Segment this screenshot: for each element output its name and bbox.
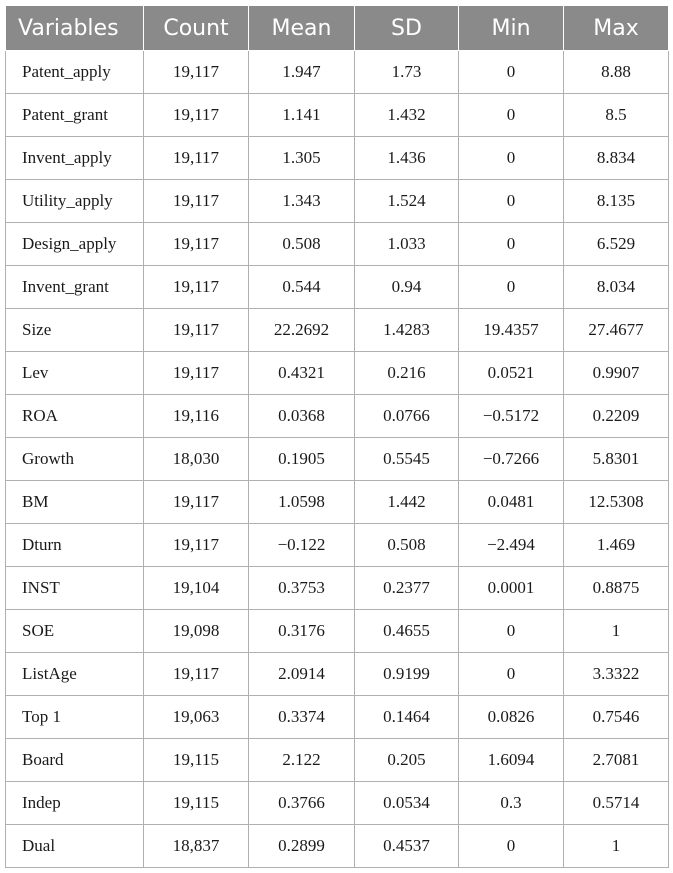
cell-variable: ROA bbox=[6, 395, 144, 438]
cell-max: 8.5 bbox=[564, 94, 669, 137]
table-row bbox=[6, 481, 669, 524]
cell-sd: 0.2377 bbox=[355, 567, 459, 610]
cell-min: −0.7266 bbox=[459, 438, 564, 481]
cell-mean: 0.0368 bbox=[249, 395, 355, 438]
cell-mean: 2.0914 bbox=[249, 653, 355, 696]
cell-variable: Board bbox=[6, 739, 144, 782]
cell-count: 19,117 bbox=[144, 266, 249, 309]
cell-mean: 1.947 bbox=[249, 51, 355, 94]
cell-min: −0.5172 bbox=[459, 395, 564, 438]
cell-min: 0 bbox=[459, 180, 564, 223]
cell-sd: 0.216 bbox=[355, 352, 459, 395]
cell-count: 19,117 bbox=[144, 309, 249, 352]
cell-count: 19,098 bbox=[144, 610, 249, 653]
cell-count: 19,104 bbox=[144, 567, 249, 610]
table-row bbox=[6, 653, 669, 696]
cell-min: 0 bbox=[459, 51, 564, 94]
table-body bbox=[6, 51, 669, 868]
cell-count: 19,117 bbox=[144, 524, 249, 567]
cell-count: 19,115 bbox=[144, 739, 249, 782]
cell-variable: Dual bbox=[6, 825, 144, 868]
cell-count: 19,117 bbox=[144, 481, 249, 524]
cell-min: 0.0826 bbox=[459, 696, 564, 739]
table-row bbox=[6, 782, 669, 825]
cell-count: 18,837 bbox=[144, 825, 249, 868]
cell-sd: 1.4283 bbox=[355, 309, 459, 352]
cell-min: 0 bbox=[459, 825, 564, 868]
cell-variable: Patent_apply bbox=[6, 51, 144, 94]
cell-variable: Size bbox=[6, 309, 144, 352]
cell-variable: Invent_apply bbox=[6, 137, 144, 180]
cell-sd: 0.9199 bbox=[355, 653, 459, 696]
cell-count: 19,117 bbox=[144, 653, 249, 696]
cell-min: 0 bbox=[459, 223, 564, 266]
cell-max: 0.5714 bbox=[564, 782, 669, 825]
cell-mean: 1.0598 bbox=[249, 481, 355, 524]
table-row bbox=[6, 610, 669, 653]
cell-count: 19,116 bbox=[144, 395, 249, 438]
header-min: Min bbox=[459, 6, 564, 51]
cell-mean: 2.122 bbox=[249, 739, 355, 782]
header-count: Count bbox=[144, 6, 249, 51]
cell-sd: 0.508 bbox=[355, 524, 459, 567]
cell-max: 8.135 bbox=[564, 180, 669, 223]
cell-min: 0 bbox=[459, 653, 564, 696]
cell-max: 5.8301 bbox=[564, 438, 669, 481]
cell-count: 19,117 bbox=[144, 352, 249, 395]
cell-min: −2.494 bbox=[459, 524, 564, 567]
cell-sd: 0.4655 bbox=[355, 610, 459, 653]
cell-count: 19,117 bbox=[144, 51, 249, 94]
cell-variable: Indep bbox=[6, 782, 144, 825]
cell-max: 6.529 bbox=[564, 223, 669, 266]
cell-sd: 1.033 bbox=[355, 223, 459, 266]
table-row bbox=[6, 739, 669, 782]
table-row bbox=[6, 180, 669, 223]
cell-variable: Top 1 bbox=[6, 696, 144, 739]
cell-mean: 0.4321 bbox=[249, 352, 355, 395]
header-row bbox=[6, 6, 669, 51]
cell-variable: Utility_apply bbox=[6, 180, 144, 223]
cell-min: 0.0521 bbox=[459, 352, 564, 395]
cell-sd: 0.5545 bbox=[355, 438, 459, 481]
cell-mean: 22.2692 bbox=[249, 309, 355, 352]
cell-variable: BM bbox=[6, 481, 144, 524]
header-variables: Variables bbox=[6, 6, 144, 51]
cell-max: 12.5308 bbox=[564, 481, 669, 524]
cell-mean: 1.305 bbox=[249, 137, 355, 180]
cell-max: 3.3322 bbox=[564, 653, 669, 696]
cell-sd: 1.524 bbox=[355, 180, 459, 223]
table-row bbox=[6, 825, 669, 868]
cell-count: 19,117 bbox=[144, 223, 249, 266]
cell-sd: 0.4537 bbox=[355, 825, 459, 868]
cell-variable: ListAge bbox=[6, 653, 144, 696]
table-row bbox=[6, 567, 669, 610]
table-row bbox=[6, 223, 669, 266]
table-row bbox=[6, 395, 669, 438]
cell-variable: Dturn bbox=[6, 524, 144, 567]
cell-variable: INST bbox=[6, 567, 144, 610]
cell-max: 8.034 bbox=[564, 266, 669, 309]
cell-max: 1 bbox=[564, 610, 669, 653]
cell-mean: 1.343 bbox=[249, 180, 355, 223]
cell-count: 19,117 bbox=[144, 94, 249, 137]
cell-min: 0 bbox=[459, 137, 564, 180]
cell-sd: 0.0766 bbox=[355, 395, 459, 438]
table-row bbox=[6, 438, 669, 481]
cell-mean: 0.3753 bbox=[249, 567, 355, 610]
table-row bbox=[6, 94, 669, 137]
cell-mean: 0.2899 bbox=[249, 825, 355, 868]
header-mean: Mean bbox=[249, 6, 355, 51]
table-row bbox=[6, 266, 669, 309]
table-row bbox=[6, 137, 669, 180]
cell-max: 1.469 bbox=[564, 524, 669, 567]
cell-max: 0.2209 bbox=[564, 395, 669, 438]
cell-sd: 1.442 bbox=[355, 481, 459, 524]
cell-sd: 1.432 bbox=[355, 94, 459, 137]
table-header bbox=[6, 6, 669, 51]
cell-min: 0.0481 bbox=[459, 481, 564, 524]
table-row bbox=[6, 524, 669, 567]
cell-mean: −0.122 bbox=[249, 524, 355, 567]
cell-mean: 0.1905 bbox=[249, 438, 355, 481]
cell-sd: 1.73 bbox=[355, 51, 459, 94]
cell-mean: 0.3766 bbox=[249, 782, 355, 825]
cell-variable: Patent_grant bbox=[6, 94, 144, 137]
cell-max: 2.7081 bbox=[564, 739, 669, 782]
cell-max: 0.7546 bbox=[564, 696, 669, 739]
table-row bbox=[6, 309, 669, 352]
cell-count: 18,030 bbox=[144, 438, 249, 481]
cell-variable: Lev bbox=[6, 352, 144, 395]
cell-variable: Growth bbox=[6, 438, 144, 481]
table-row bbox=[6, 51, 669, 94]
cell-mean: 0.3176 bbox=[249, 610, 355, 653]
cell-sd: 0.0534 bbox=[355, 782, 459, 825]
cell-min: 0 bbox=[459, 94, 564, 137]
descriptive-statistics-table bbox=[5, 5, 669, 868]
cell-sd: 0.205 bbox=[355, 739, 459, 782]
cell-count: 19,117 bbox=[144, 180, 249, 223]
cell-variable: Design_apply bbox=[6, 223, 144, 266]
table-row bbox=[6, 696, 669, 739]
cell-mean: 1.141 bbox=[249, 94, 355, 137]
cell-sd: 0.94 bbox=[355, 266, 459, 309]
cell-mean: 0.544 bbox=[249, 266, 355, 309]
cell-max: 0.8875 bbox=[564, 567, 669, 610]
cell-count: 19,117 bbox=[144, 137, 249, 180]
header-sd: SD bbox=[355, 6, 459, 51]
header-max: Max bbox=[564, 6, 669, 51]
cell-sd: 0.1464 bbox=[355, 696, 459, 739]
cell-min: 19.4357 bbox=[459, 309, 564, 352]
cell-mean: 0.508 bbox=[249, 223, 355, 266]
cell-sd: 1.436 bbox=[355, 137, 459, 180]
cell-count: 19,115 bbox=[144, 782, 249, 825]
cell-min: 0 bbox=[459, 610, 564, 653]
cell-max: 0.9907 bbox=[564, 352, 669, 395]
cell-variable: Invent_grant bbox=[6, 266, 144, 309]
cell-count: 19,063 bbox=[144, 696, 249, 739]
cell-min: 0 bbox=[459, 266, 564, 309]
cell-max: 8.88 bbox=[564, 51, 669, 94]
cell-min: 1.6094 bbox=[459, 739, 564, 782]
table-row bbox=[6, 352, 669, 395]
cell-min: 0.3 bbox=[459, 782, 564, 825]
cell-mean: 0.3374 bbox=[249, 696, 355, 739]
cell-max: 8.834 bbox=[564, 137, 669, 180]
cell-min: 0.0001 bbox=[459, 567, 564, 610]
cell-max: 1 bbox=[564, 825, 669, 868]
cell-variable: SOE bbox=[6, 610, 144, 653]
cell-max: 27.4677 bbox=[564, 309, 669, 352]
